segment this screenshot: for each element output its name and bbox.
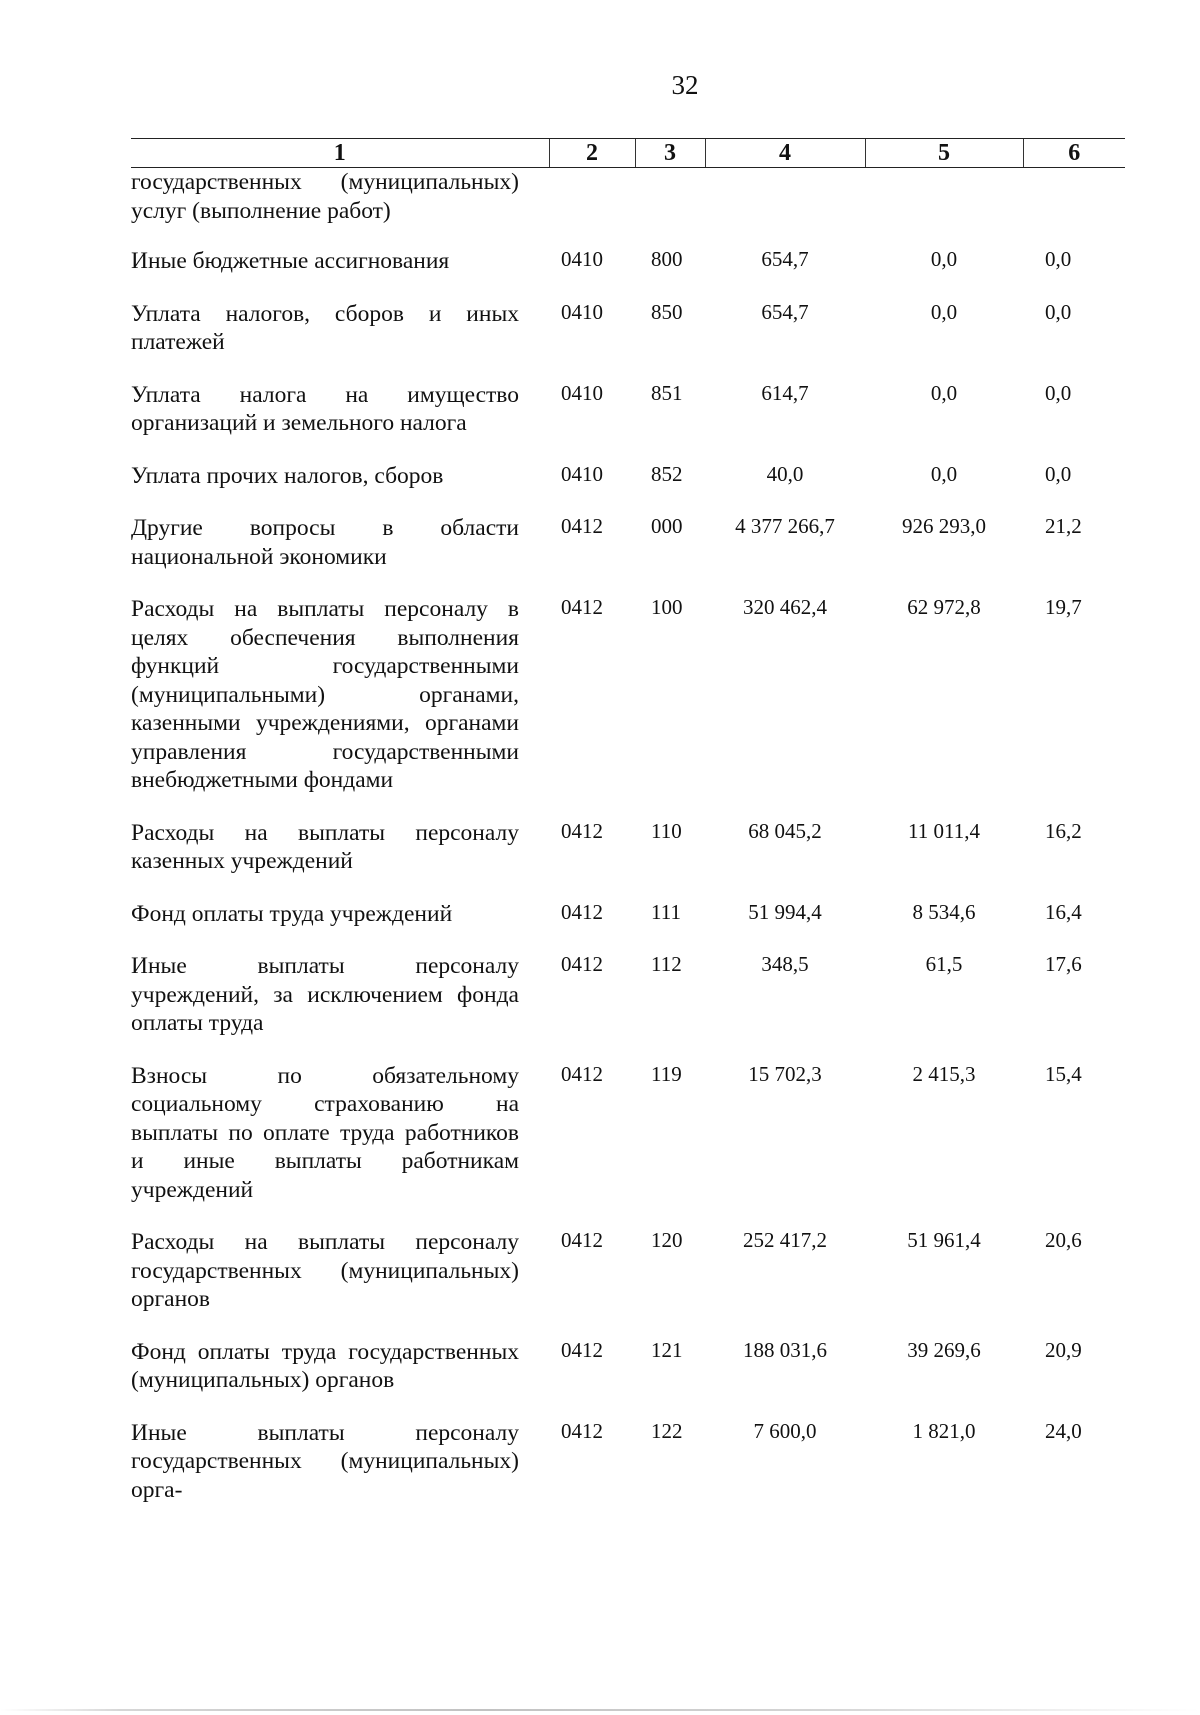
row-percent: [1023, 168, 1125, 248]
row-plan-amount: 252 417,2: [743, 1228, 827, 1252]
row-plan-amount: 320 462,4: [743, 595, 827, 619]
table-row: [131, 462, 1125, 515]
row-section-code: 0412: [561, 899, 603, 924]
header-col-1: 1: [131, 139, 549, 168]
table-header: [131, 139, 1125, 168]
row-section-code: 0412: [561, 952, 603, 976]
row-actual-amount: 0,0: [930, 461, 958, 486]
row-expense-type: 121: [651, 1337, 683, 1362]
row-percent: 15,4: [1045, 1061, 1082, 1086]
row-plan-amount: 4 377 266,7: [735, 514, 835, 538]
row-expense-type: 110: [651, 818, 682, 843]
row-expense-type: 851: [651, 380, 683, 405]
row-name: Расходы на выплаты персоналу государственных (муниципальных) органов: [131, 1229, 519, 1312]
header-col-2: 2: [549, 139, 635, 168]
table-row: [131, 900, 1125, 953]
row-expense-type: 120: [651, 1228, 683, 1252]
row-expense-type: 000: [651, 514, 683, 538]
row-actual-amount: 11 011,4: [908, 818, 980, 843]
row-actual-amount: 0,0: [930, 380, 958, 405]
row-expense-type: 119: [651, 1061, 682, 1086]
row-name: Фонд оплаты труда учреждений: [131, 900, 453, 927]
row-section-code: 0412: [561, 1228, 603, 1252]
row-plan-amount: 188 031,6: [743, 1337, 827, 1362]
row-plan-amount: 40,0: [766, 461, 804, 486]
row-section-code: 0410: [561, 247, 603, 271]
header-col-6: 6: [1023, 139, 1125, 168]
row-name: Иные выплаты персоналу государственных (муниципальных) орга-: [131, 1419, 519, 1503]
row-percent: 17,6: [1045, 952, 1082, 976]
row-name: Иные выплаты персоналу учреждений, за исключением фонда оплаты труда: [131, 953, 519, 1036]
table-row: [131, 1338, 1125, 1419]
row-section-code: 0412: [561, 1418, 603, 1443]
row-percent: 21,2: [1045, 514, 1082, 538]
page-number: 32: [671, 70, 699, 100]
row-section-code: 0412: [561, 818, 603, 843]
scan-edge-line: [0, 1709, 1200, 1711]
row-actual-amount: 0,0: [930, 299, 958, 324]
row-percent: 20,6: [1045, 1228, 1082, 1252]
row-percent: 20,9: [1045, 1337, 1082, 1362]
row-actual-amount: 51 961,4: [907, 1228, 981, 1252]
table-row: [131, 168, 1125, 248]
row-name: Другие вопросы в области национальной экономики: [131, 515, 519, 570]
row-actual-amount: 1 821,0: [912, 1418, 976, 1443]
table-row: [131, 952, 1125, 1062]
row-plan-amount: 7 600,0: [753, 1418, 817, 1443]
row-expense-type: 112: [651, 952, 682, 976]
row-name: государственных (муниципальных) услуг (выполнение работ): [131, 169, 519, 224]
row-actual-amount: 926 293,0: [902, 514, 986, 538]
row-name: Фонд оплаты труда государственных (муниципальных) органов: [131, 1338, 519, 1393]
row-actual-amount: 62 972,8: [907, 595, 981, 619]
row-percent: 19,7: [1045, 595, 1082, 619]
table-row: [131, 300, 1125, 381]
row-actual-amount: 39 269,6: [907, 1337, 981, 1362]
row-section-code: 0410: [561, 461, 603, 486]
row-actual-amount: 0,0: [930, 247, 958, 271]
row-name: Расходы на выплаты персоналу казенных учреждений: [131, 819, 519, 874]
row-percent: 16,4: [1045, 899, 1082, 924]
row-percent: 16,2: [1045, 818, 1082, 843]
table-row: [131, 381, 1125, 462]
table-row: [131, 819, 1125, 900]
header-col-3: 3: [635, 139, 705, 168]
row-expense-type: 100: [651, 595, 683, 619]
row-percent: 0,0: [1045, 380, 1072, 405]
row-name: Уплата налога на имущество организаций и земельного налога: [131, 381, 519, 436]
row-plan-amount: 15 702,3: [748, 1061, 822, 1086]
row-name: Уплата налогов, сборов и иных платежей: [131, 300, 519, 355]
row-section-code: 0410: [561, 380, 603, 405]
table-row: [131, 514, 1125, 595]
row-name: Расходы на выплаты персоналу в целях обеспечения выполнения функций государственными (муниципальными) органами, казенными учреждениями, органами управления государственными внебюджетными фондами: [131, 596, 519, 793]
row-expense-type: 850: [651, 299, 683, 324]
table-row: [131, 1419, 1125, 1505]
table-row: [131, 595, 1125, 819]
row-percent: 24,0: [1045, 1418, 1082, 1443]
row-actual-amount: 61,5: [925, 952, 963, 976]
row-section-code: [549, 168, 635, 248]
row-section-code: 0412: [561, 1337, 603, 1362]
row-plan-amount: 51 994,4: [748, 899, 822, 924]
row-plan-amount: 68 045,2: [748, 818, 822, 843]
row-expense-type: 111: [651, 899, 681, 924]
row-section-code: 0412: [561, 514, 603, 538]
row-name: Иные бюджетные ассигнования: [131, 248, 450, 274]
row-plan-amount: 654,7: [761, 247, 809, 271]
row-expense-type: 852: [651, 461, 683, 486]
row-actual-amount: [865, 168, 1023, 248]
row-percent: 0,0: [1045, 247, 1072, 271]
table-row: [131, 1228, 1125, 1338]
row-percent: 0,0: [1045, 299, 1072, 324]
row-name: Уплата прочих налогов, сборов: [131, 462, 444, 489]
row-plan-amount: 348,5: [761, 952, 809, 976]
row-percent: 0,0: [1045, 461, 1072, 486]
budget-table: [131, 138, 1125, 1504]
row-expense-type: 122: [651, 1418, 683, 1443]
row-expense-type: 800: [651, 247, 683, 271]
row-plan-amount: 654,7: [761, 299, 809, 324]
row-actual-amount: 8 534,6: [912, 899, 976, 924]
table-row: [131, 247, 1125, 300]
row-section-code: 0412: [561, 1061, 603, 1086]
table-row: [131, 1062, 1125, 1229]
row-expense-type: [635, 168, 705, 248]
row-plan-amount: [705, 168, 865, 248]
header-col-5: 5: [865, 139, 1023, 168]
row-name: Взносы по обязательному социальному страхованию на выплаты по оплате труда работников и иные выплаты работникам учреждений: [131, 1062, 519, 1203]
row-actual-amount: 2 415,3: [912, 1061, 976, 1086]
row-plan-amount: 614,7: [761, 380, 809, 405]
row-section-code: 0412: [561, 595, 603, 619]
header-col-4: 4: [705, 139, 865, 168]
row-section-code: 0410: [561, 299, 603, 324]
table-body: [131, 168, 1125, 1505]
